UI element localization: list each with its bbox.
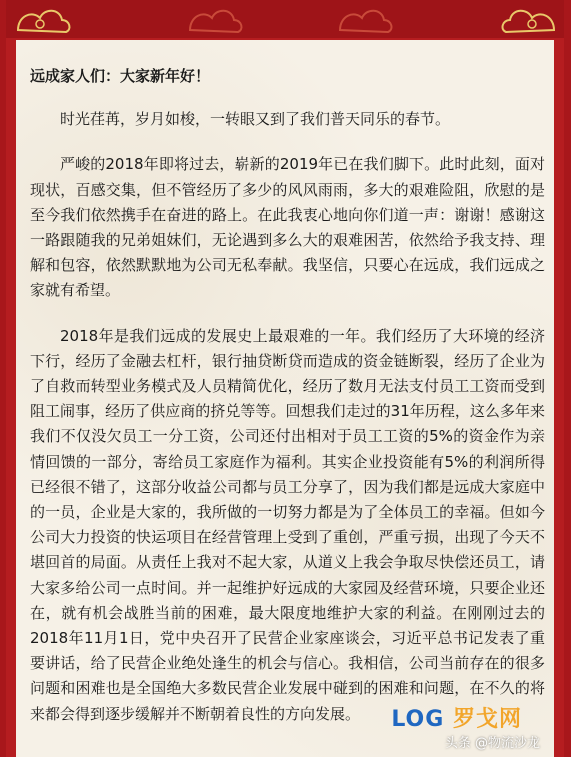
cloud-pattern-band <box>6 0 564 38</box>
paragraph: 时光荏苒，岁月如梭，一转眼又到了我们普天同乐的春节。 <box>60 110 451 129</box>
paragraph: 2018年是我们远成的发展史上最艰难的一年。我们经历了大环境的经济下行，经历了金融去杠杆，银行抽贷断贷而造成的资金链断裂，经历了企业为了自救而转型业务模式及人员精简优化，经历了数月无法支付员工工资而受到阻工闹事，经历了供应商的挤兑等等。回想我们走过的31年历程，这么多年来我们不仅没欠员工一分工资，公司还付出相对于员工工资的5%的资金作为亲情回馈的一部分，寄给员工家庭作为福利。其实企业投资能有5%的利润所得已经很不错了，这部分收益公司都与员工分享了，因为我们都是远成大家庭中的一员，企业是大家的，我所做的一切努力都是为了全体员工的幸福。但如今公司大力投资的快运项目在经营管理上受到了重创，严重亏损，出现了今天不堪回首的局面。从责任上我对不起大家，从道义上我会争取尽快偿还员工，请大家多给公司一点时间。并一起维护好远成的大家园及经营环境，只要企业还在，就有机会战胜当前的困难，最大限度地维护大家的利益。在刚刚过去的2018年11月1日，党中央召开了民营企业家座谈会，习近平总书记发表了重要讲话，给了民营企业绝处逢生的机会与信心。我相信，公司当前存在的很多问题和困难也是全国绝大多数民营企业发展中碰到的困难和问题，在不久的将来都会得到逐步缓解并不断朝着良性的方向发展。 <box>30 326 545 723</box>
letter-body <box>30 54 545 743</box>
red-frame <box>6 0 564 757</box>
paragraph: 严峻的2018年即将过去，崭新的2019年已在我们脚下。此时此刻，面对现状，百感交集，但不管经历了多少的风风雨雨，多大的艰难险阻，欣慰的是至今我们依然携手在奋进的路上。在此我衷心地向你们道一声：谢谢！感谢这一路跟随我的兄弟姐妹们，无论遇到多么大的艰难困苦，依然给予我支持、理解和包容，依然默默地为公司无私奉献。我坚信，只要心在远成，我们远成之家就有希望。 <box>30 155 545 300</box>
greeting: 远成家人们：大家新年好！ <box>30 67 211 85</box>
letter-paper <box>16 40 554 757</box>
source-watermark: 头条 @物流沙龙 <box>444 736 540 751</box>
cloud-ornament-icon <box>14 2 74 36</box>
cloud-ornament-icon <box>186 2 246 36</box>
logo: LOG 罗戈网 <box>391 707 522 732</box>
cloud-ornament-icon <box>336 2 396 36</box>
cloud-ornament-icon <box>498 2 558 36</box>
